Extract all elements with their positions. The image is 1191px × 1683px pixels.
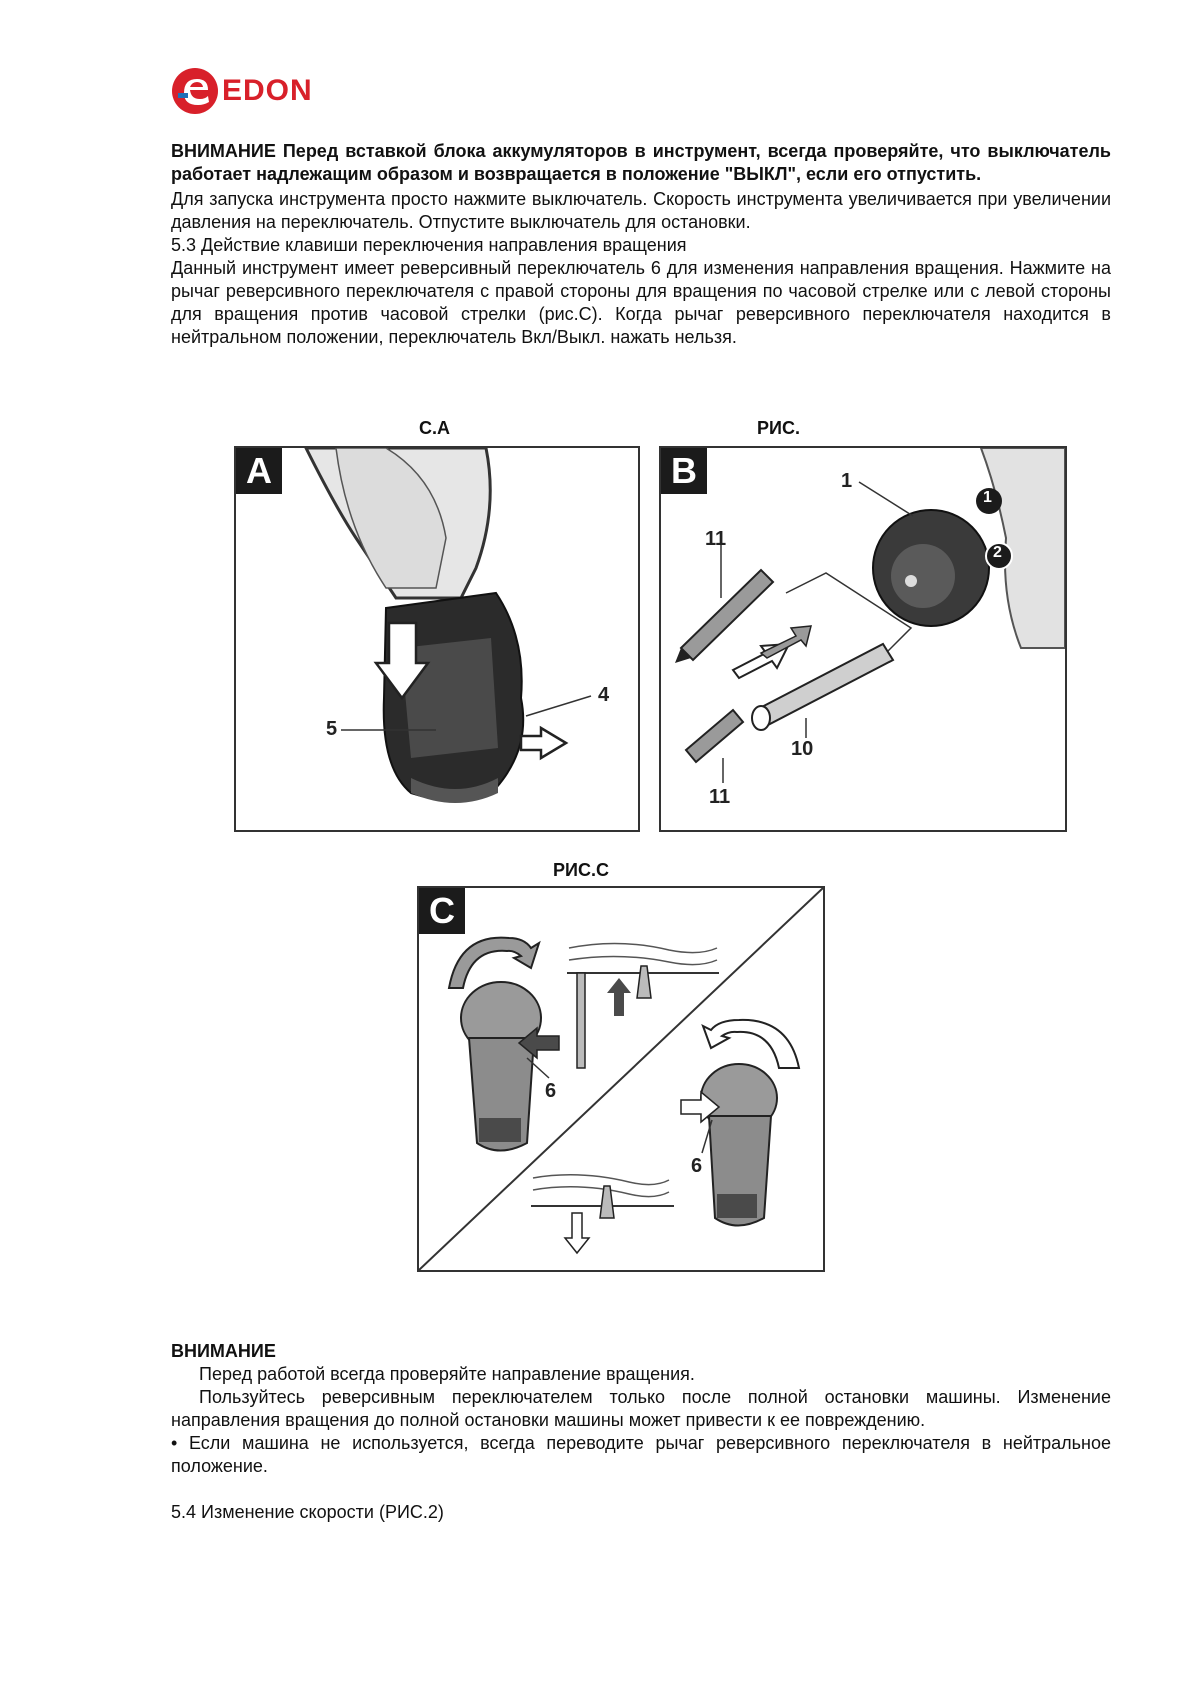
top-text-section [171,140,1111,349]
figure-a [234,446,640,832]
reverse-switch-paragraph: Данный инструмент имеет реверсивный переключатель 6 для изменения направления вращения. Нажмите на рычаг реверсивного переключателя с правой стороны для вращения по часовой стрелке или с левой стороны для вращения против часовой стрелки (рис.С). Когда рычаг реверсивного переключателя находится в нейтральном положении, переключатель Вкл/Выкл. нажать нельзя. [171,258,1111,347]
caption-fig-c: РИС.С [553,860,609,880]
caption-fig-b: РИС. [757,418,800,438]
top-warning: ВНИМАНИЕ Перед вставкой блока аккумуляторов в инструмент, всегда проверяйте, что выключатель работает надлежащим образом и возвращается в положение "ВЫКЛ", если его отпустить. [171,141,1111,184]
figure-c-drawing [419,888,823,1270]
figure-c-label-6-right: 6 [691,1155,703,1177]
neutral-bullet: • Если машина не используется, всегда переводите рычаг реверсивного переключателя в нейтральное положение. [171,1433,1111,1476]
figure-b-step-2: 2 [993,544,1002,561]
heading-5-3: 5.3 Действие клавиши переключения направления вращения [171,235,687,255]
figure-a-label-4: 4 [598,684,610,706]
figure-c [417,886,825,1272]
figure-b-drawing [661,448,1065,830]
edon-logo-word: EDON [222,74,313,107]
start-paragraph: Для запуска инструмента просто нажмите выключатель. Скорость инструмента увеличивается при увеличении давления на переключатель. Отпустите выключатель для остановки. [171,189,1111,232]
figure-a-letter: A [236,448,282,494]
figure-b-label-11-bottom: 11 [709,786,731,808]
figure-b-label-1: 1 [841,470,853,492]
bottom-warning-heading: ВНИМАНИЕ [171,1341,276,1361]
heading-5-4: 5.4 Изменение скорости (РИС.2) [171,1502,444,1522]
edon-logo [170,66,313,122]
use-switch-line: Пользуйтесь реверсивным переключателем только после полной остановки машины. Изменение направления вращения до полной остановки машины может привести к ее повреждению. [171,1387,1111,1430]
edon-logo-mark [170,66,220,116]
figure-b-letter: B [661,448,707,494]
figure-b-step-1: 1 [983,489,992,506]
figure-b [659,446,1067,832]
figure-c-label-6-left: 6 [545,1080,557,1102]
check-direction-line: Перед работой всегда проверяйте направление вращения. [199,1364,695,1384]
figure-b-label-10: 10 [791,738,814,760]
figure-a-label-5: 5 [326,718,338,740]
figure-c-letter: C [419,888,465,934]
bottom-text-section [171,1340,1111,1524]
figure-a-drawing [236,448,638,830]
caption-fig-a: С.А [419,418,450,438]
figure-b-label-11-top: 11 [705,528,727,550]
